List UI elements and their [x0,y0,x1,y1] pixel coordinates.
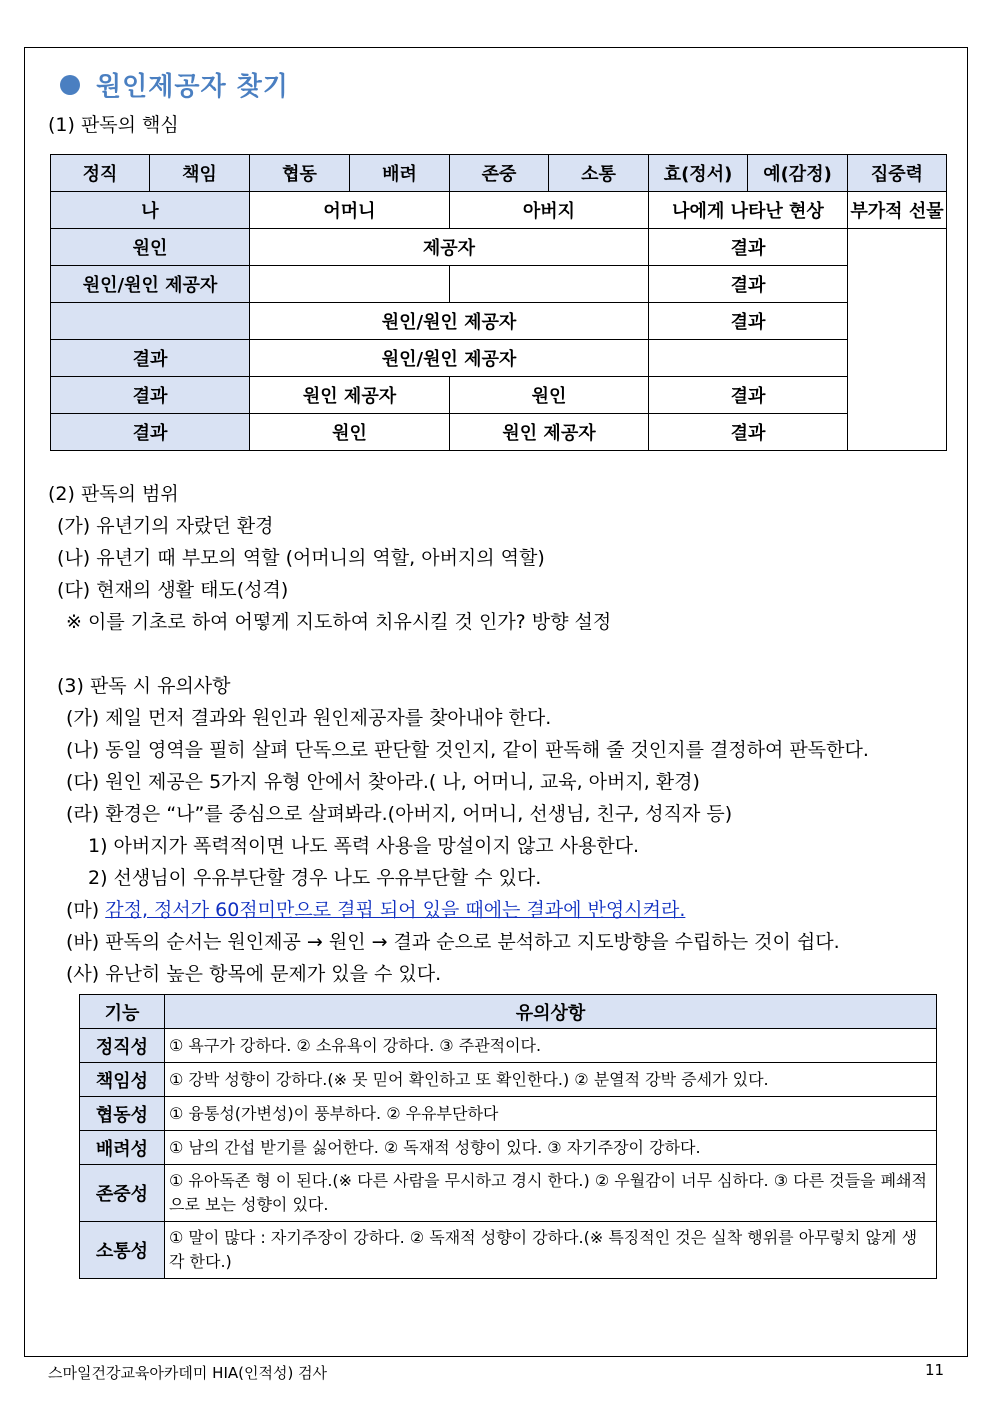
list-item: (다) 원인 제공은 5가지 유형 안에서 찾아라.( 나, 어머니, 교육, 아버지, 환경) [66,771,700,793]
list-item: (가) 유년기의 자랐던 환경 [57,515,274,537]
table-row [51,340,947,377]
cell-me: 나 [51,192,250,229]
note-cell: ① 융통성(가변성)이 풍부하다. ② 우유부단하다 [165,1097,937,1131]
table-cell: 결과 [649,377,848,414]
table-row [51,266,947,303]
header-cell: 정직 [51,155,150,192]
table-cell: 결과 [51,414,250,451]
list-item: (라) 환경은 “나”를 중심으로 살펴봐라.(아버지, 어머니, 선생님, 친구, 성직자 등) [66,803,733,825]
empty-cell [450,266,649,303]
function-cell: 배려성 [80,1131,165,1165]
header-cell: 효(정서) [649,155,748,192]
function-cell: 책임성 [80,1063,165,1097]
table-cell: 원인 제공자 [450,414,649,451]
function-cell: 소통성 [80,1222,165,1279]
cell-phenomenon: 나에게 나타난 현상 [649,192,848,229]
list-item [66,895,685,922]
core-header-row [51,155,947,192]
note-item: ※ 이를 기초로 하여 어떻게 지도하여 치유시킬 것 인가? 방향 설정 [66,611,612,633]
table-row [51,192,947,229]
table-row [80,1131,937,1165]
table-row [80,1222,937,1279]
function-cell: 존중성 [80,1165,165,1222]
sub-list-item: 1) 아버지가 폭력적이면 나도 폭력 사용을 망설이지 않고 사용한다. [88,835,640,857]
header-cell: 기능 [80,995,165,1029]
cell-father: 아버지 [450,192,649,229]
header-cell: 책임 [150,155,250,192]
empty-cell [649,340,848,377]
section1-title: (1) 판독의 핵심 [48,114,179,136]
table-row [80,1165,937,1222]
list-item: (바) 판독의 순서는 원인제공 → 원인 → 결과 순으로 분석하고 지도방향을 수립하는 것이 쉽다. [66,931,840,953]
cell-extra: 부가적 선물 [848,192,947,229]
notes-header-row [80,995,937,1029]
cell-mother: 어머니 [250,192,450,229]
empty-cell [250,266,450,303]
table-row [51,229,947,266]
section2-title: (2) 판독의 범위 [48,483,179,505]
table-cell: 결과 [51,340,250,377]
header-cell: 협동 [250,155,350,192]
section-heading [60,66,289,103]
table-cell: 결과 [649,229,848,266]
table-row [51,377,947,414]
list-item-prefix: (마) [66,899,106,921]
table-cell: 제공자 [250,229,649,266]
table-cell: 결과 [51,377,250,414]
table-cell: 원인/원인 제공자 [51,266,250,303]
table-cell: 원인 [51,229,250,266]
list-item: (다) 현재의 생활 태도(성격) [57,579,289,601]
highlight-link[interactable]: 감정, 정서가 60점미만으로 결핍 되어 있을 때에는 결과에 반영시켜라. [105,899,686,921]
header-cell: 예(감정) [748,155,848,192]
list-item: (나) 유년기 때 부모의 역할 (어머니의 역할, 아버지의 역할) [57,547,545,569]
header-cell: 존중 [450,155,549,192]
list-item: (나) 동일 영역을 필히 살펴 단독으로 판단할 것인지, 같이 판독해 줄 것인지를 결정하여 판독한다. [66,739,869,761]
note-cell: ① 말이 많다 : 자기주장이 강하다. ② 독재적 성향이 강하다.(※ 특징적인 것은 실착 행위를 아무렇치 않게 생각 한다.) [165,1222,937,1279]
header-cell: 소통 [549,155,649,192]
core-table [50,154,947,451]
table-row [51,414,947,451]
table-cell: 원인 제공자 [250,377,450,414]
table-cell: 결과 [649,303,848,340]
page-title: 원인제공자 찾기 [96,72,289,102]
function-cell: 협동성 [80,1097,165,1131]
table-cell: 원인 [250,414,450,451]
header-cell: 유의상항 [165,995,937,1029]
table-row [80,1063,937,1097]
header-cell: 배려 [350,155,450,192]
table-cell: 원인/원인 제공자 [250,340,649,377]
notes-table [79,994,937,1279]
table-cell: 원인 [450,377,649,414]
list-item: (사) 유난히 높은 항목에 문제가 있을 수 있다. [66,963,442,985]
list-item: (가) 제일 먼저 결과와 원인과 원인제공자를 찾아내야 한다. [66,707,552,729]
empty-merged-cell [848,229,947,451]
table-cell: 원인/원인 제공자 [250,303,649,340]
table-cell: 결과 [649,266,848,303]
note-cell: ① 유아독존 형 이 된다.(※ 다른 사람을 무시하고 경시 한다.) ② 우월감이 너무 심하다. ③ 다른 것들을 폐쇄적으로 보는 성향이 있다. [165,1165,937,1222]
function-cell: 정직성 [80,1029,165,1063]
page-number: 11 [925,1361,945,1379]
table-row [51,303,947,340]
note-cell: ① 욕구가 강하다. ② 소유욕이 강하다. ③ 주관적이다. [165,1029,937,1063]
section3-title: (3) 판독 시 유의사항 [57,675,231,697]
table-row [80,1097,937,1131]
bullet-circle-icon [60,75,80,95]
table-cell: 결과 [649,414,848,451]
note-cell: ① 강박 성향이 강하다.(※ 못 믿어 확인하고 또 확인한다.) ② 분열적 강박 증세가 있다. [165,1063,937,1097]
sub-list-item: 2) 선생님이 우유부단할 경우 나도 우유부단할 수 있다. [88,867,542,889]
note-cell: ① 남의 간섭 받기를 싫어한다. ② 독재적 성향이 있다. ③ 자기주장이 강하다. [165,1131,937,1165]
empty-cell [51,303,250,340]
footer-text: 스마일건강교육아카데미 HIA(인적성) 검사 [48,1364,328,1382]
header-cell: 집중력 [848,155,947,192]
table-row [80,1029,937,1063]
